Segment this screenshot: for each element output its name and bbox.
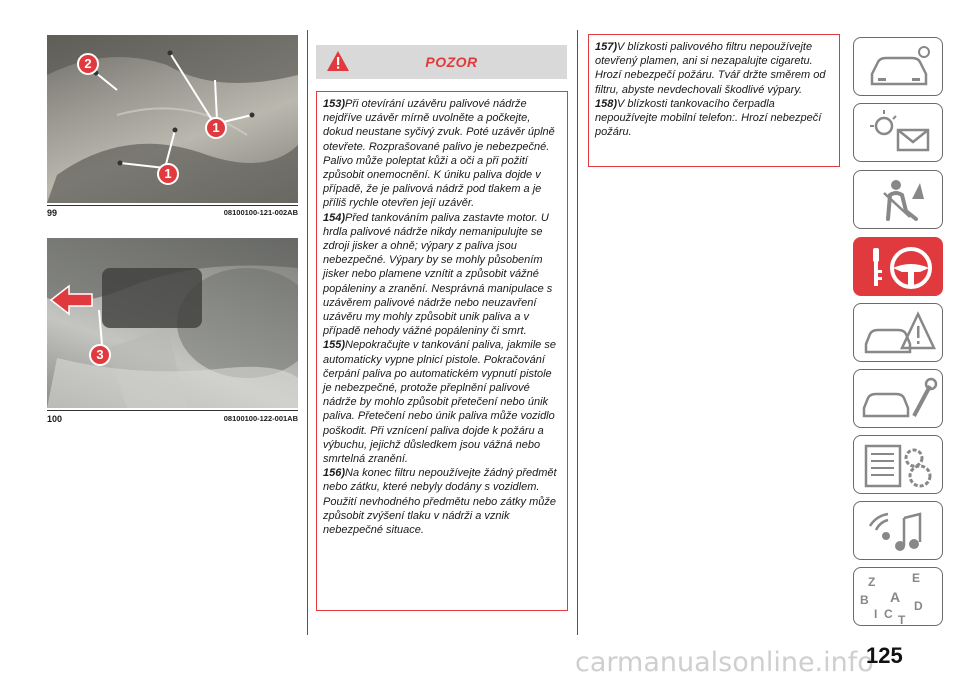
technical-data-icon	[854, 436, 943, 494]
multimedia-icon	[854, 502, 943, 560]
figure-99-rule	[47, 205, 298, 206]
figure-number: 99	[47, 208, 58, 218]
item-number: 154)	[323, 211, 346, 224]
item-text: V blízkosti tankovacího čerpadla nepoužívejte mobilní telefon:. Hrozí nebezpečí požáru.	[595, 97, 822, 139]
warning-lights-icon	[854, 104, 943, 162]
tab-index[interactable]	[853, 567, 943, 626]
warning-box	[316, 91, 568, 611]
warning-item	[323, 338, 561, 466]
tab-emergency[interactable]	[853, 303, 943, 362]
tab-dashboard[interactable]	[853, 37, 943, 96]
warning-item	[595, 97, 833, 140]
figure-100-rule	[47, 410, 298, 411]
car-service-wrench-icon	[854, 370, 943, 428]
svg-text:C: C	[884, 607, 893, 621]
figure-99-image	[47, 35, 298, 203]
item-text: V blízkosti palivového filtru nepoužívejte otevřený plamen, ani si nezapalujte cigaretu. Hrozí nebezpečí požáru. Tvář držte směrem od filtru, abyste nevdechovali škodlivé výpary.	[595, 41, 826, 96]
item-text: Nepokračujte v tankování paliva, jakmile se automaticky vypne plnicí pistole. Pokračování čerpání paliva po automatickém vypnutí pistole je nebezpečné, protože přeplnění palivové nádrže by mohlo způsobit přetečení nebo únik paliva. Přetečení nebo únik paliva může vozidlo poškodit. Při vznícení paliva dojde k požáru a výbuchu, jejichž důsledkem jsou vážná nebo smrtelná zranění.	[323, 339, 556, 466]
figure-100-caption	[47, 414, 298, 424]
svg-text:Z: Z	[868, 575, 876, 589]
car-accident-icon	[854, 304, 943, 362]
item-number: 155)	[323, 339, 346, 352]
warning-header	[316, 45, 567, 79]
callout-2: 2	[77, 53, 99, 75]
svg-text:B: B	[860, 593, 869, 607]
watermark: carmanualsonline.info	[575, 647, 874, 678]
figure-code: 08100100-122-001AB	[223, 414, 298, 423]
warning-title: POZOR	[425, 54, 478, 70]
item-number: 153)	[323, 98, 346, 110]
item-text: Před tankováním paliva zastavte motor. U hrdla palivové nádrže nikdy nemanipulujte se zdroji jisker a ohně; výpary z paliva jsou nebezpečné. Výpary by se mohly působením jisker nebo plamene vznítit a způsobit vážné popáleniny a zranění. Nesprávná manipulace s uzávěrem palivové nádrže nebo neuzavření uzávěru my mohly způsobit unik paliva a v případě nehody vážné popáleniny či smrt.	[323, 211, 553, 338]
item-number: 156)	[323, 467, 346, 480]
item-number: 158)	[595, 97, 618, 110]
tab-multimedia[interactable]	[853, 501, 943, 560]
figure-code: 08100100-121-002AB	[223, 208, 298, 217]
warning-item	[595, 40, 833, 97]
key-steering-wheel-icon	[854, 238, 943, 296]
figure-number: 100	[47, 414, 63, 424]
item-text: Na konec filtru nepoužívejte žádný předmět nebo zátku, které nebyly dodány s vozidlem. Použití nevhodného předmětu nebo zátky může způsobit zvýšení tlaku v nádrži a vznik nebezpečné situace.	[323, 467, 557, 537]
figure-100-image	[47, 238, 298, 408]
page-number: 125	[866, 643, 903, 668]
svg-text:T: T	[898, 613, 906, 627]
item-number: 157)	[595, 41, 618, 53]
tab-starting-driving[interactable]	[853, 237, 943, 296]
item-text: Při otevírání uzávěru palivové nádrže nejdříve uzávěr mírně uvolněte a počkejte, dokud neustane syčivý zvuk. Poté uzávěr úplně otevřete. Rozprašované palivo je nebezpečné. Palivo může poleptat kůži a oči a při požití způsobit onemocnění. K úniku paliva dojde v případě, že je palivová nádrž pod tlakem a je příliš rychle otevřen její uzávěr.	[323, 98, 555, 210]
svg-text:I: I	[874, 607, 878, 621]
column-divider	[577, 30, 578, 635]
svg-text:A: A	[890, 589, 901, 605]
tab-technical-data[interactable]	[853, 435, 943, 494]
tab-warning-lights[interactable]	[853, 103, 943, 162]
column-divider	[307, 30, 308, 635]
tab-maintenance[interactable]	[853, 369, 943, 428]
warning-item	[323, 466, 561, 537]
callout-1: 1	[157, 163, 179, 185]
figure-99-caption	[47, 208, 298, 218]
callout-1: 1	[205, 117, 227, 139]
warning-item	[323, 97, 561, 211]
warning-box-continued	[588, 34, 840, 167]
car-dashboard-icon	[854, 38, 943, 96]
tab-safety[interactable]	[853, 170, 943, 229]
seatbelt-airbag-icon	[854, 171, 943, 229]
svg-text:E: E	[912, 571, 921, 585]
warning-item	[323, 211, 561, 339]
svg-text:D: D	[914, 599, 923, 613]
alphabetical-index-icon	[854, 568, 943, 626]
callout-3: 3	[89, 344, 111, 366]
